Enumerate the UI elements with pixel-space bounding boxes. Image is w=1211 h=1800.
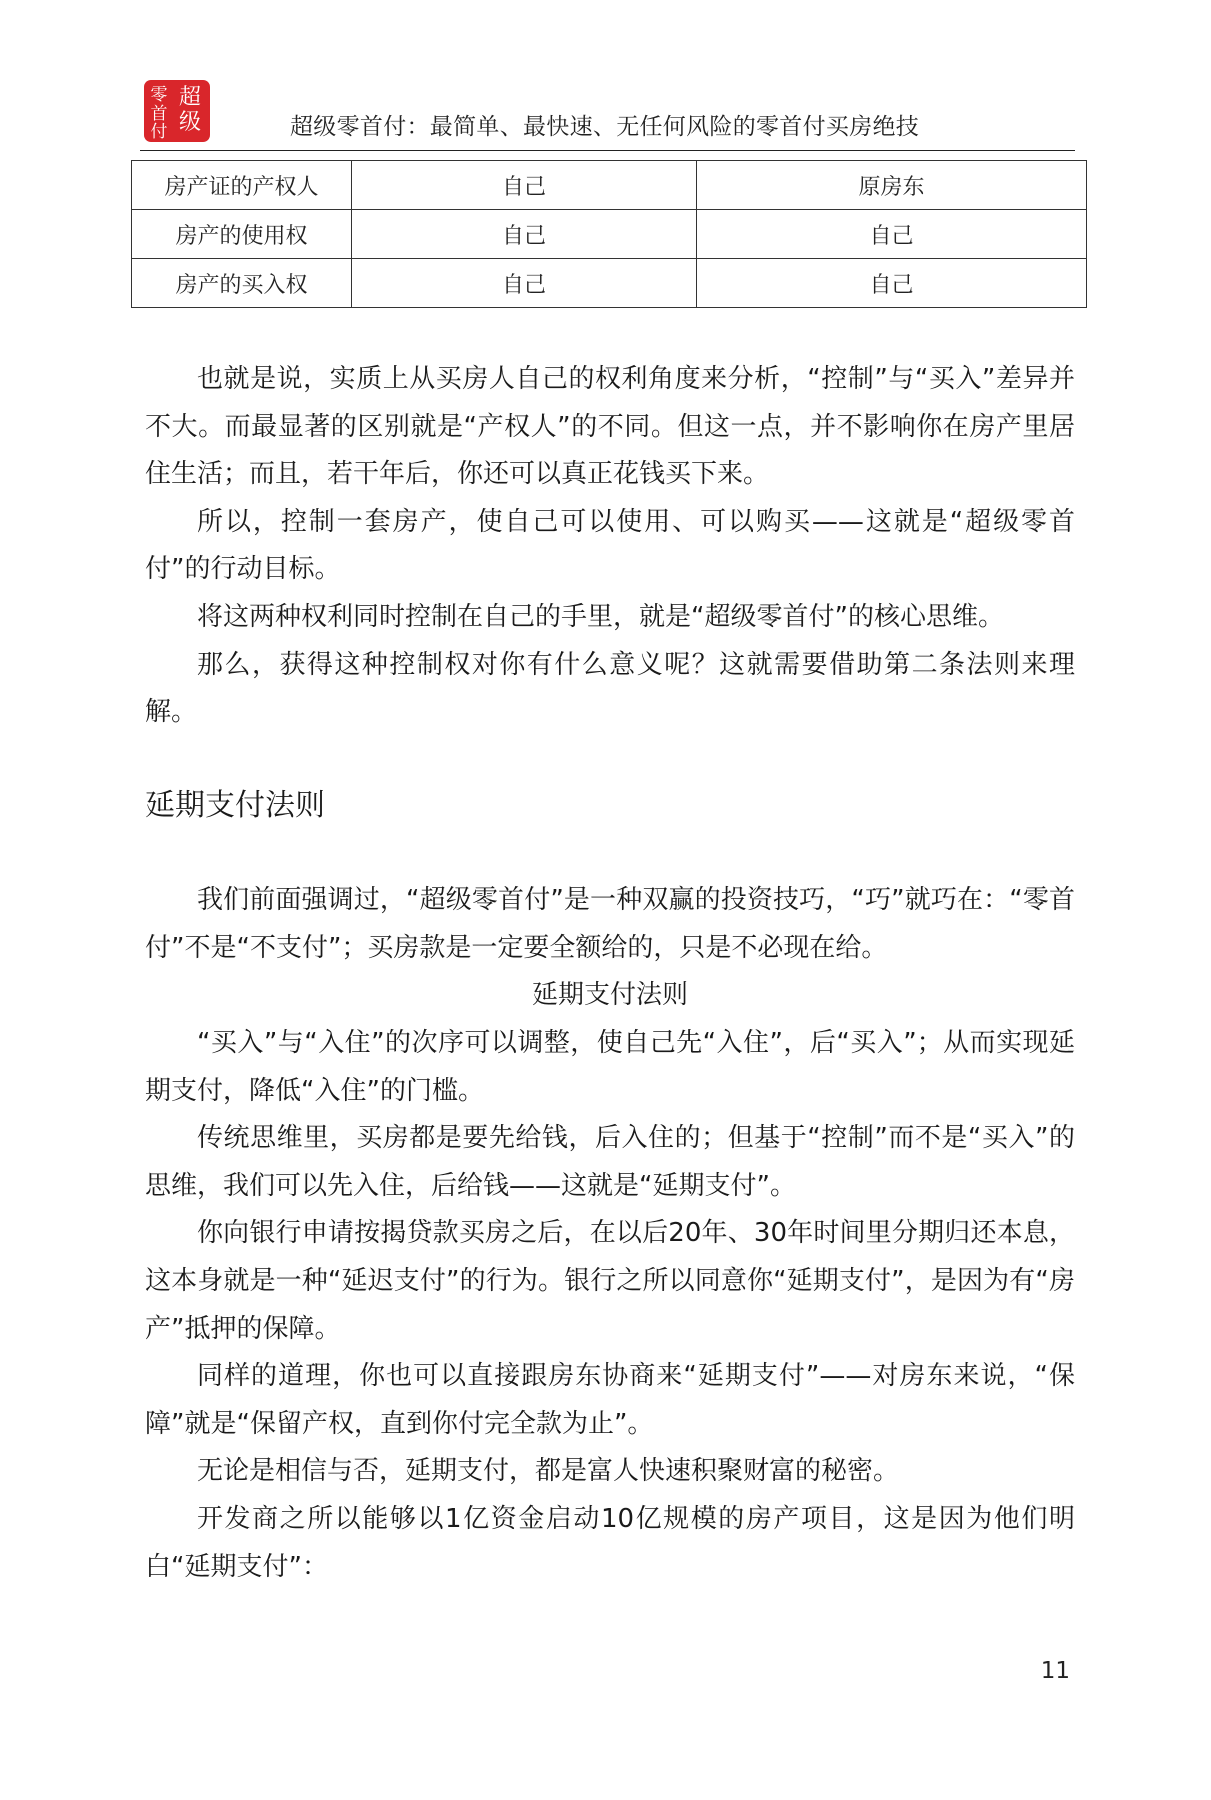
rule-title: 延期支付法则 [531,980,688,1010]
body-section-a [145,356,1075,737]
table-cell: 自己 [352,259,697,308]
paragraph: 无论是相信与否，延期支付，都是富人快速积聚财富的秘密。 [197,1456,900,1487]
table-row [132,259,1087,308]
paragraph: 也就是说，实质上从买房人自己的权利角度来分析，“控制”与“买入”差异并不大。而最显著的区别就是“产权人”的不同。但这一点，并不影响你在房产里居住生活；而且，若干年后，你还可以真正花钱买下来。 [145,364,1075,490]
logo-char-1: 零 [150,85,168,105]
paragraph: “买入”与“入住”的次序可以调整，使自己先“入住”，后“买入”；从而实现延期支付，降低“入住”的门槛。 [145,1028,1075,1106]
table-cell: 房产的买入权 [132,259,352,308]
section-heading: 延期支付法则 [145,788,325,823]
paragraph: 将这两种权利同时控制在自己的手里，就是“超级零首付”的核心思维。 [197,601,1004,632]
table-row [132,161,1087,210]
rights-table [131,160,1087,308]
paragraph: 所以，控制一套房产，使自己可以使用、可以购买——这就是“超级零首付”的行动目标。 [145,506,1075,585]
page-number: 11 [1040,1658,1070,1684]
paragraph: 我们前面强调过，“超级零首付”是一种双赢的投资技巧，“巧”就巧在：“零首付”不是“不支付”；买房款是一定要全额给的，只是不必现在给。 [145,885,1075,963]
table-cell: 自己 [352,210,697,259]
table-cell: 房产的使用权 [132,210,352,259]
table-cell: 房产证的产权人 [132,161,352,210]
logo-char-5: 付 [150,122,168,142]
table-cell: 自己 [697,210,1087,259]
table-cell: 自己 [352,161,697,210]
table-cell: 原房东 [697,161,1087,210]
logo-char-4: 级 [178,110,202,135]
paragraph: 你向银行申请按揭贷款买房之后，在以后20年、30年时间里分期归还本息，这本身就是一种“延迟支付”的行为。银行之所以同意你“延期支付”，是因为有“房产”抵押的保障。 [145,1218,1075,1344]
paragraph: 同样的道理，你也可以直接跟房东协商来“延期支付”——对房东来说，“保障”就是“保留产权，直到你付完全款为止”。 [145,1361,1075,1439]
page-header [140,72,1075,151]
logo-char-2: 超 [178,85,202,110]
table-row [132,210,1087,259]
paragraph: 那么，获得这种控制权对你有什么意义呢？这就需要借助第二条法则来理解。 [145,649,1075,728]
body-section-b [145,877,1075,972]
body-section-c [145,1020,1075,1591]
paragraph: 开发商之所以能够以1亿资金启动10亿规模的房产项目，这是因为他们明白“延期支付”： [145,1503,1075,1582]
header-title: 超级零首付：最简单、最快速、无任何风险的零首付买房绝技 [290,114,920,140]
table-cell: 自己 [697,259,1087,308]
paragraph: 传统思维里，买房都是要先给钱，后入住的；但基于“控制”而不是“买入”的思维，我们可以先入住，后给钱——这就是“延期支付”。 [145,1123,1075,1201]
brand-logo [144,80,210,142]
brand-logo-seal [144,80,210,142]
logo-char-3: 首 [150,104,168,124]
